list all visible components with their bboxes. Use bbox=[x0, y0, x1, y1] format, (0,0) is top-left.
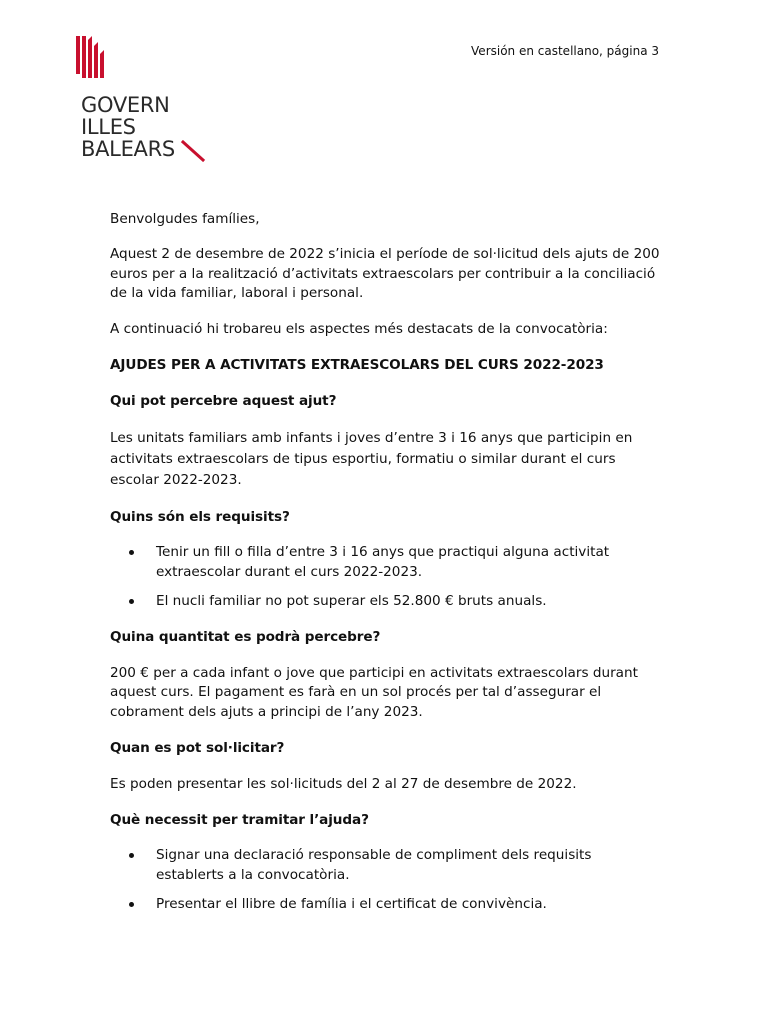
bullet-icon bbox=[129, 550, 134, 555]
section-body-amount: 200 € per a cada infant o jove que participi en activitats extraescolars durant aquest curs. El pagament es farà en un sol procés per tal d’assegurar el cobrament dels ajuts a principi de l’any 2023. bbox=[110, 664, 638, 720]
bullet-icon bbox=[129, 902, 134, 907]
intro-paragraph: Aquest 2 de desembre de 2022 s’inicia el període de sol·licitud dels ajuts de 200 euros per a la realització d’activitats extraescolars per contribuir a la conciliació de la vida familiar, laboral i personal. bbox=[110, 246, 660, 302]
requirements-list bbox=[110, 543, 660, 611]
letter-title: AJUDES PER A ACTIVITATS EXTRAESCOLARS DEL CURS 2022-2023 bbox=[110, 357, 604, 374]
logo-text bbox=[81, 94, 175, 160]
section-body-eligibility: Les unitats familiars amb infants i joves d’entre 3 i 16 anys que participin en activitats extraescolars de tipus esportiu, formatiu o similar durant el curs escolar 2022-2023. bbox=[110, 429, 633, 488]
lead-in-paragraph: A continuació hi trobareu els aspectes més destacats de la convocatòria: bbox=[110, 320, 608, 337]
section-heading-dates: Quan es pot sol·licitar? bbox=[110, 740, 285, 757]
greeting: Benvolgudes famílies, bbox=[110, 211, 260, 227]
document-item bbox=[110, 895, 660, 914]
document-text: Presentar el llibre de família i el certificat de convivència. bbox=[156, 896, 547, 913]
documents-list bbox=[110, 846, 660, 914]
logo-line-illes: ILLES bbox=[81, 115, 136, 139]
document-text: Signar una declaració responsable de compliment dels requisits establerts a la convocatòria. bbox=[156, 847, 592, 883]
letter-content bbox=[110, 210, 660, 915]
version-note: Versión en castellano, página 3 bbox=[471, 44, 659, 58]
section-heading-requirements: Quins són els requisits? bbox=[110, 508, 290, 525]
logo-line-govern: GOVERN bbox=[81, 93, 170, 117]
logo-slash-icon bbox=[179, 140, 207, 162]
government-logo bbox=[76, 36, 216, 164]
bullet-icon bbox=[129, 599, 134, 604]
bullet-icon bbox=[129, 853, 134, 858]
section-body-dates: Es poden presentar les sol·licituds del 2 al 27 de desembre de 2022. bbox=[110, 775, 577, 792]
section-heading-documents: Què necessit per tramitar l’ajuda? bbox=[110, 811, 369, 828]
requirement-item bbox=[110, 543, 660, 582]
requirement-text: El nucli familiar no pot superar els 52.800 € bruts anuals. bbox=[156, 593, 547, 610]
document-item bbox=[110, 846, 660, 885]
requirement-item bbox=[110, 592, 660, 611]
logo-line-balears: BALEARS bbox=[81, 137, 175, 161]
balearic-emblem-icon bbox=[76, 36, 106, 78]
section-heading-amount: Quina quantitat es podrà percebre? bbox=[110, 629, 381, 646]
requirement-text: Tenir un fill o filla d’entre 3 i 16 anys que practiqui alguna activitat extraescolar durant el curs 2022-2023. bbox=[156, 544, 610, 580]
section-heading-eligibility: Qui pot percebre aquest ajut? bbox=[110, 393, 337, 410]
